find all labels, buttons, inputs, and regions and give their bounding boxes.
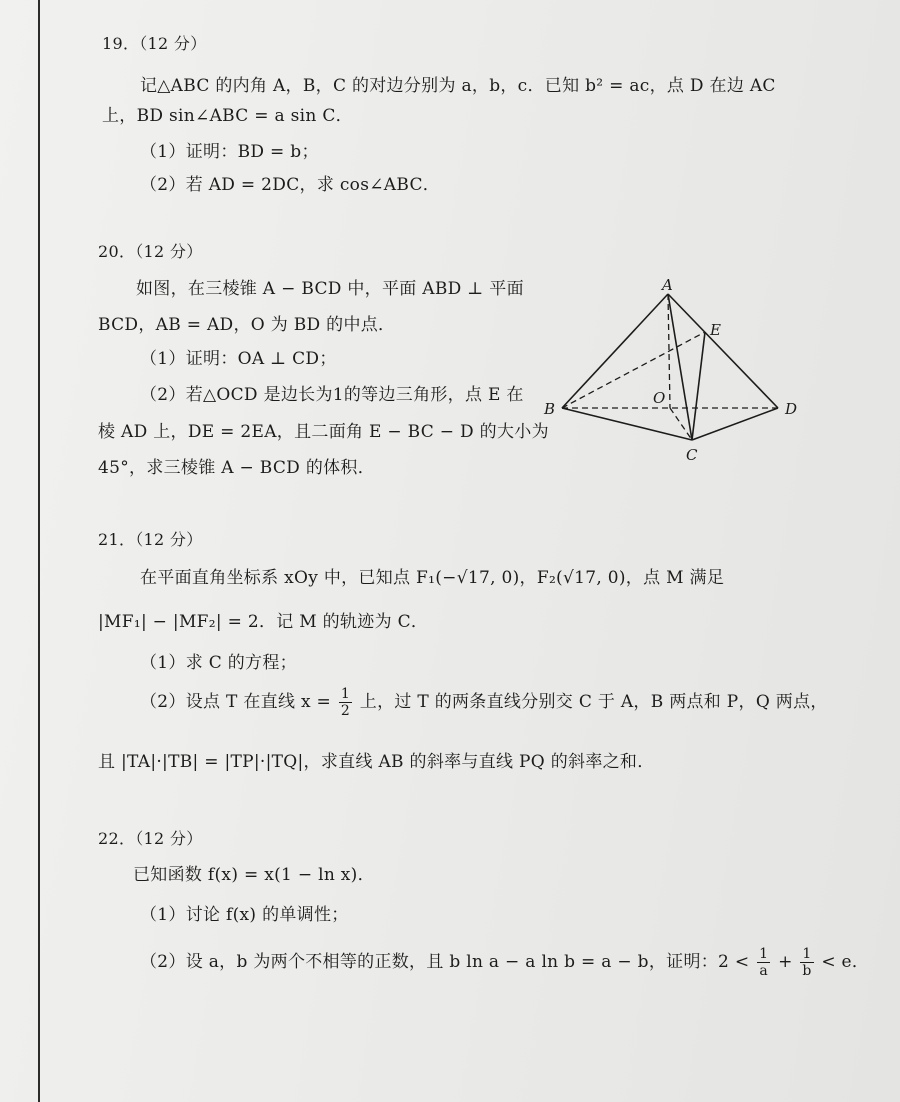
pyramid-diagram <box>540 272 820 472</box>
q21-heading: 21．（12 分） <box>98 530 203 549</box>
fraction-denominator: a <box>759 963 769 979</box>
q20-stem-line-1: 如图，在三棱锥 A − BCD 中，平面 ABD ⊥ 平面 <box>136 279 524 299</box>
q21-part-2-line-1 <box>140 686 828 719</box>
q19-heading: 19．（12 分） <box>102 34 207 53</box>
pyramid-figure <box>540 272 820 472</box>
fraction-one-half <box>339 686 352 719</box>
q22-part-2 <box>140 946 869 979</box>
fraction-numerator: 1 <box>340 686 351 702</box>
q19-part-1: （1）证明：BD = b； <box>140 142 319 162</box>
page-edge-line <box>38 0 40 1102</box>
fraction-denominator: 2 <box>340 703 351 719</box>
q22-stem: 已知函数 f(x) = x(1 − ln x)． <box>133 865 375 885</box>
edge-cd <box>692 408 778 440</box>
fraction-one-over-b <box>800 946 813 979</box>
q21-stem-line-1: 在平面直角坐标系 xOy 中，已知点 F₁(−√17, 0)，F₂(√17, 0)，点 M 满足 <box>140 568 725 588</box>
segment-be-hidden <box>562 332 705 408</box>
fraction-one-over-a <box>757 946 770 979</box>
label-b: B <box>544 400 556 418</box>
q19-part-2: （2）若 AD = 2DC，求 cos∠ABC． <box>140 175 441 195</box>
q22-part-2-suffix: < e． <box>821 952 870 972</box>
q21-part-1: （1）求 C 的方程； <box>140 653 297 673</box>
q21-part-2-line-2: 且 |TA|·|TB| = |TP|·|TQ|，求直线 AB 的斜率与直线 PQ 的斜率之和． <box>98 752 655 772</box>
q20-heading: 20．（12 分） <box>98 242 203 261</box>
q22-heading: 22．（12 分） <box>98 829 203 848</box>
label-a: A <box>662 276 673 294</box>
q21-part-2-prefix: （2）设点 T 在直线 x = <box>140 692 332 712</box>
q22-part-2-prefix: （2）设 a，b 为两个不相等的正数，且 b ln a − a ln b = a − b，证明：2 < <box>140 952 750 972</box>
q19-stem-line-1: 记△ABC 的内角 A，B，C 的对边分别为 a，b，c．已知 b² = ac，点 D 在边 AC <box>140 76 776 96</box>
q20-part-1: （1）证明：OA ⊥ CD； <box>140 349 337 369</box>
q20-part-2-line-2: 棱 AD 上，DE = 2EA，且二面角 E − BC − D 的大小为 <box>98 422 549 442</box>
q21-stem-line-2: |MF₁| − |MF₂| = 2．记 M 的轨迹为 C． <box>98 612 429 632</box>
fraction-denominator: b <box>802 963 812 979</box>
segment-ce <box>692 332 705 440</box>
q22-part-1: （1）讨论 f(x) 的单调性； <box>140 905 349 925</box>
fraction-numerator: 1 <box>759 946 769 962</box>
label-e: E <box>710 321 721 339</box>
plus-sign: + <box>778 952 793 972</box>
q20-stem-line-2: BCD，AB = AD，O 为 BD 的中点． <box>98 315 396 335</box>
q19-stem-line-2: 上，BD sin∠ABC = a sin C． <box>102 106 353 126</box>
label-c: C <box>686 446 698 464</box>
q21-part-2-suffix: 上，过 T 的两条直线分别交 C 于 A，B 两点和 P，Q 两点， <box>359 692 828 712</box>
fraction-numerator: 1 <box>800 946 813 963</box>
edge-bc <box>562 408 692 440</box>
q20-part-2-line-1: （2）若△OCD 是边长为1的等边三角形，点 E 在 <box>140 385 524 405</box>
q20-part-2-line-3: 45°，求三棱锥 A − BCD 的体积． <box>98 458 376 478</box>
label-d: D <box>785 400 798 418</box>
label-o: O <box>653 389 666 407</box>
